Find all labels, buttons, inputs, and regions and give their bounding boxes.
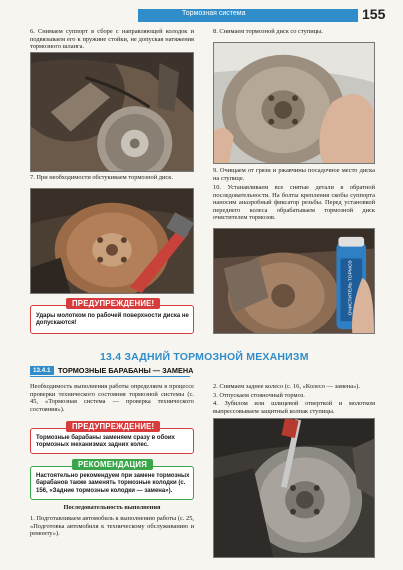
header-bar <box>138 9 358 22</box>
step-2-text: 2. Снимаем заднее колесо (с. 16, «Колесо — замена»). <box>213 383 361 390</box>
recommendation-text: Настоятельно рекомендуем при замене тормозных барабанов также заменять тормозные колодки (с. 156, «Задние тормозные колодки — замена»). <box>36 473 190 494</box>
subsection-title: ТОРМОЗНЫЕ БАРАБАНЫ — ЗАМЕНА <box>58 366 194 375</box>
warning-label: ПРЕДУПРЕЖДЕНИЕ! <box>66 298 160 309</box>
step-7-text: 7. При необходимости обстукиваем тормозной диск. <box>30 174 173 181</box>
step-9-text: 9. Очищаем от грязи и ржавчины посадочное место диска на ступице. <box>213 167 375 182</box>
page-number: 155 <box>362 6 386 22</box>
step-6-text: 6. Снимаем суппорт в сборе с направляющей колодок и подвязываем его к пружине стойки, не допуская натяжения тормозного шланга. <box>30 28 194 51</box>
warning-text: Удары молотком по рабочей поверхности диска не допускаются! <box>36 313 189 327</box>
photo-tapping-disk <box>30 188 194 294</box>
step-4-text: 4. Зубилом или шлицевой отверткой и молотком выпрессовываем защитный колпак ступицы. <box>213 400 375 415</box>
sequence-heading: Последовательность выполнения <box>63 504 161 511</box>
step-10-text: 10. Устанавливаем все снятые детали в обратной последовательности. На болты крепления скобы суппорта наносим анаэробный фиксатор резьбы. Перед установкой переднего колеса обрабатываем тормозной диск очистителем тормозов. <box>213 184 375 222</box>
photo-brake-cleaner <box>213 228 375 334</box>
section-heading: 13.4 ЗАДНИЙ ТОРМОЗНОЙ МЕХАНИЗМ <box>100 351 309 363</box>
warning-text-drums: Тормозные барабаны заменяем сразу в обоих тормозных механизмах задних колес. <box>36 435 175 449</box>
photo-caliper-removed <box>30 52 194 172</box>
intro-text: Необходимость выполнения работы определяем в процессе проверки технического состояния тормозной системы (с. 45, «Тормозная система — проверка технического состояния»). <box>30 383 194 413</box>
page-header <box>0 4 403 22</box>
step-3-text: 3. Отпускаем стояночный тормоз. <box>213 392 305 399</box>
step-8-text: 8. Снимаем тормозной диск со ступицы. <box>213 28 323 35</box>
header-section-title: Тормозная система <box>182 10 246 17</box>
photo-removing-disk <box>213 42 375 164</box>
subsection-number: 13.4.1 <box>30 366 54 375</box>
step-1-text: 1. Подготавливаем автомобиль к выполнению работы (с. 25, «Подготовка автомобиля к техническому обслуживанию и ремонту»). <box>30 515 194 538</box>
recommendation-label: РЕКОМЕНДАЦИЯ <box>72 459 153 470</box>
photo-rear-drum <box>213 418 375 558</box>
warning-label-drums: ПРЕДУПРЕЖДЕНИЕ! <box>66 421 160 432</box>
cleaner-can-label: ОЧИСТИТЕЛЬ ТОРМОЗ <box>348 260 354 316</box>
